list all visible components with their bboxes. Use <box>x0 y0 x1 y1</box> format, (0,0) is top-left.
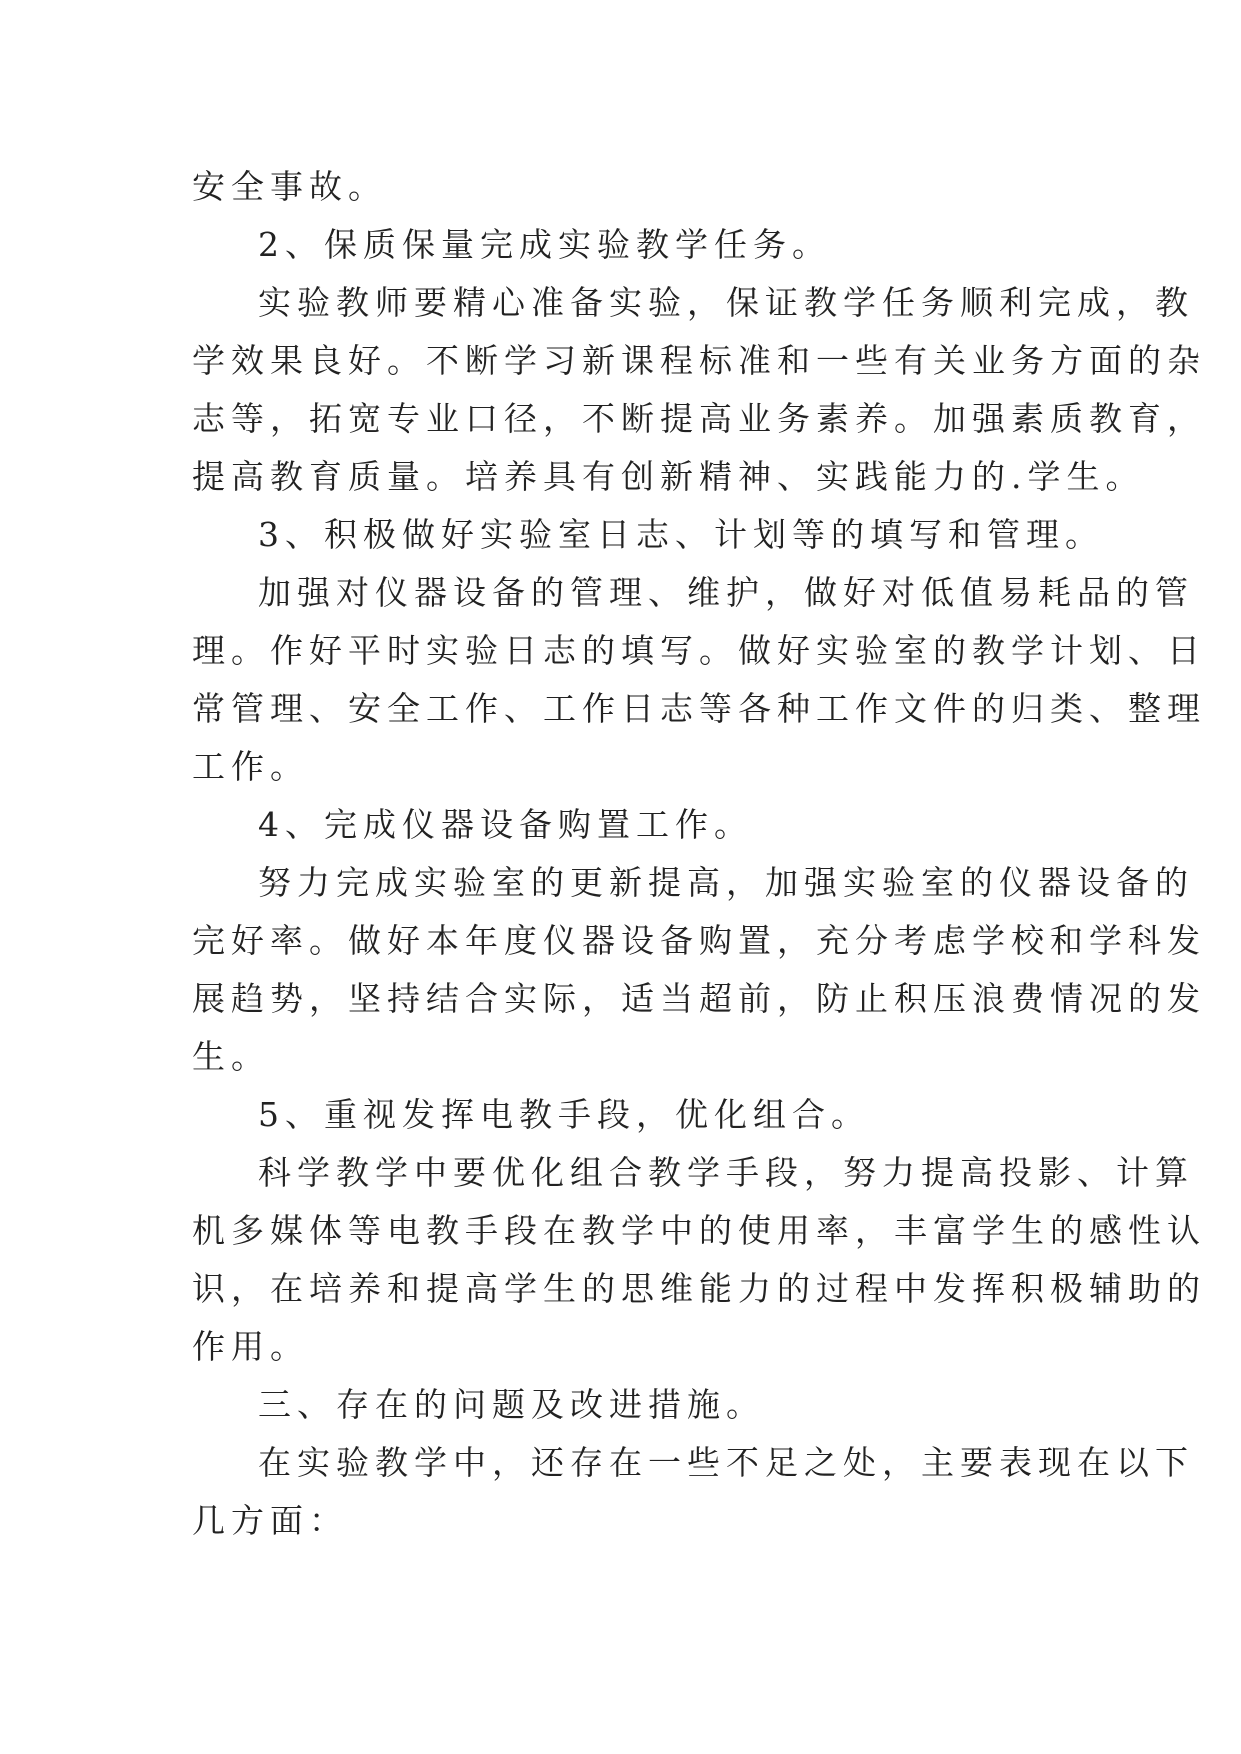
text-line: 几方面： <box>192 1501 348 1540</box>
text-line: 科学教学中要优化组合教学手段，努力提高投影、计算 <box>258 1153 1194 1192</box>
text-line: 在实验教学中，还存在一些不足之处，主要表现在以下 <box>258 1443 1194 1482</box>
text-line: 常管理、安全工作、工作日志等各种工作文件的归类、整理 <box>192 689 1206 728</box>
text-line: 机多媒体等电教手段在教学中的使用率，丰富学生的感性认 <box>192 1211 1206 1250</box>
text-line: 理。作好平时实验日志的填写。做好实验室的教学计划、日 <box>192 631 1206 670</box>
text-line: 安全事故。 <box>192 167 387 206</box>
text-line: 2、保质保量完成实验教学任务。 <box>258 225 831 264</box>
text-line: 实验教师要精心准备实验，保证教学任务顺利完成，教 <box>258 283 1194 322</box>
text-line: 5、重视发挥电教手段，优化组合。 <box>258 1095 870 1134</box>
text-line: 4、完成仪器设备购置工作。 <box>258 805 753 844</box>
text-line: 作用。 <box>192 1327 309 1366</box>
text-line: 志等，拓宽专业口径，不断提高业务素养。加强素质教育， <box>192 399 1206 438</box>
document-body <box>192 158 1206 1550</box>
text-line: 3、积极做好实验室日志、计划等的填写和管理。 <box>258 515 1104 554</box>
text-line: 识，在培养和提高学生的思维能力的过程中发挥积极辅助的 <box>192 1269 1206 1308</box>
text-line: 工作。 <box>192 747 309 786</box>
text-line: 提高教育质量。培养具有创新精神、实践能力的.学生。 <box>192 457 1145 496</box>
text-line: 生。 <box>192 1037 270 1076</box>
text-line: 努力完成实验室的更新提高，加强实验室的仪器设备的 <box>258 863 1194 902</box>
text-line: 学效果良好。不断学习新课程标准和一些有关业务方面的杂 <box>192 341 1206 380</box>
text-line: 三、存在的问题及改进措施。 <box>258 1385 765 1424</box>
text-line: 展趋势，坚持结合实际，适当超前，防止积压浪费情况的发 <box>192 979 1206 1018</box>
text-line: 加强对仪器设备的管理、维护，做好对低值易耗品的管 <box>258 573 1194 612</box>
text-line: 完好率。做好本年度仪器设备购置，充分考虑学校和学科发 <box>192 921 1206 960</box>
